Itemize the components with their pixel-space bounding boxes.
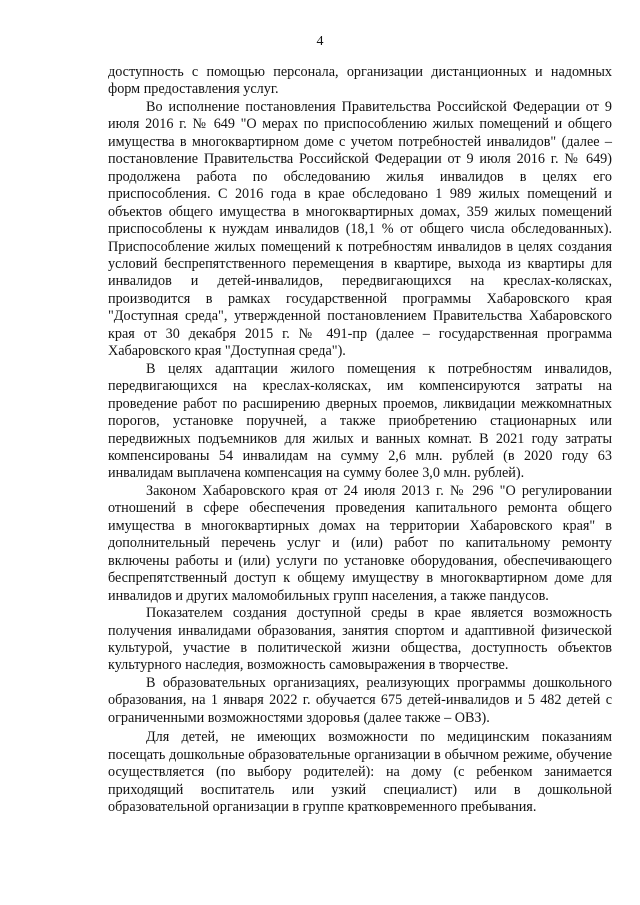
paragraph-3: В целях адаптации жилого помещения к потребностям инвалидов, передвигающихся на креслах-колясках, им компенсируются затраты на проведение работ по расширению дверных проемов, ликвидации межкомнатных порогов, установке поручней, а также приобретению стационарных или передвижных подъемников для жилых и ванных комнат. В 2021 году затраты компенсированы 54 инвалидам на сумму 2,6 млн. рублей (в 2020 году 63 инвалидам выплачена компенсация на сумму более 3,0 млн. рублей).: [108, 360, 612, 482]
paragraph-4: Законом Хабаровского края от 24 июля 2013 г. № 296 "О регулировании отношений в сфере обеспечения проведения капитального ремонта общего имущества в многоквартирных домах на территории Хабаровского края" в дополнительный перечень услуг и (или) работ по капитальному ремонту включены работы и (или) услуги по установке оборудования, обеспечивающего беспрепятственный доступ к общему имуществу в многоквартирном доме для инвалидов и других маломобильных групп населения, а также пандусов.: [108, 482, 612, 604]
page-number: 4: [316, 34, 324, 49]
paragraph-7: Для детей, не имеющих возможности по медицинским показаниям посещать дошкольные образовательные организации в обычном режиме, обучение осуществляется (по выбору родителей): на дому (с ребенком занимается приходящий воспитатель или узкий специалист) или в дошкольной образовательной организации в группе кратковременного пребывания.: [108, 729, 612, 816]
paragraph-5: Показателем создания доступной среды в крае является возможность получения инвалидами образования, занятия спортом и адаптивной физической культурой, участие в политической жизни общества, доступность объектов культурного наследия, возможность самовыражения в творчестве.: [108, 605, 612, 674]
paragraph-1: доступность с помощью персонала, организации дистанционных и надомных форм предоставления услуг.: [108, 64, 612, 98]
paragraph-6: В образовательных организациях, реализующих программы дошкольного образования, на 1 января 2022 г. обучается 675 детей-инвалидов и 5 482 детей с ограниченными возможностями здоровья (далее также – ОВЗ).: [108, 674, 612, 726]
document-body: [108, 64, 612, 816]
paragraph-2: Во исполнение постановления Правительства Российской Федерации от 9 июля 2016 г. № 649 "О мерах по приспособлению жилых помещений и общего имущества в многоквартирном доме с учетом потребностей инвалидов" (далее – постановление Правительства Российской Федерации от 9 июля 2016 г. № 649) продолжена работа по обследованию жилья инвалидов в целях его приспособления. С 2016 года в крае обследовано 1 989 жилых помещений и объектов общего имущества в многоквартирных домах, 359 жилых помещений приспособлены к нуждам инвалидов (18,1 % от общего числа обследованных). Приспособление жилых помещений к потребностям инвалидов в целях создания условий беспрепятственного перемещения в квартире, выхода из квартиры для инвалидов и детей-инвалидов, передвигающихся на креслах-колясках, производится в рамках государственной программы Хабаровского края "Доступная среда", утвержденной постановлением Правительства Хабаровского края от 30 декабря 2015 г. № 491-пр (далее – государственная программа Хабаровского края "Доступная среда").: [108, 98, 612, 360]
